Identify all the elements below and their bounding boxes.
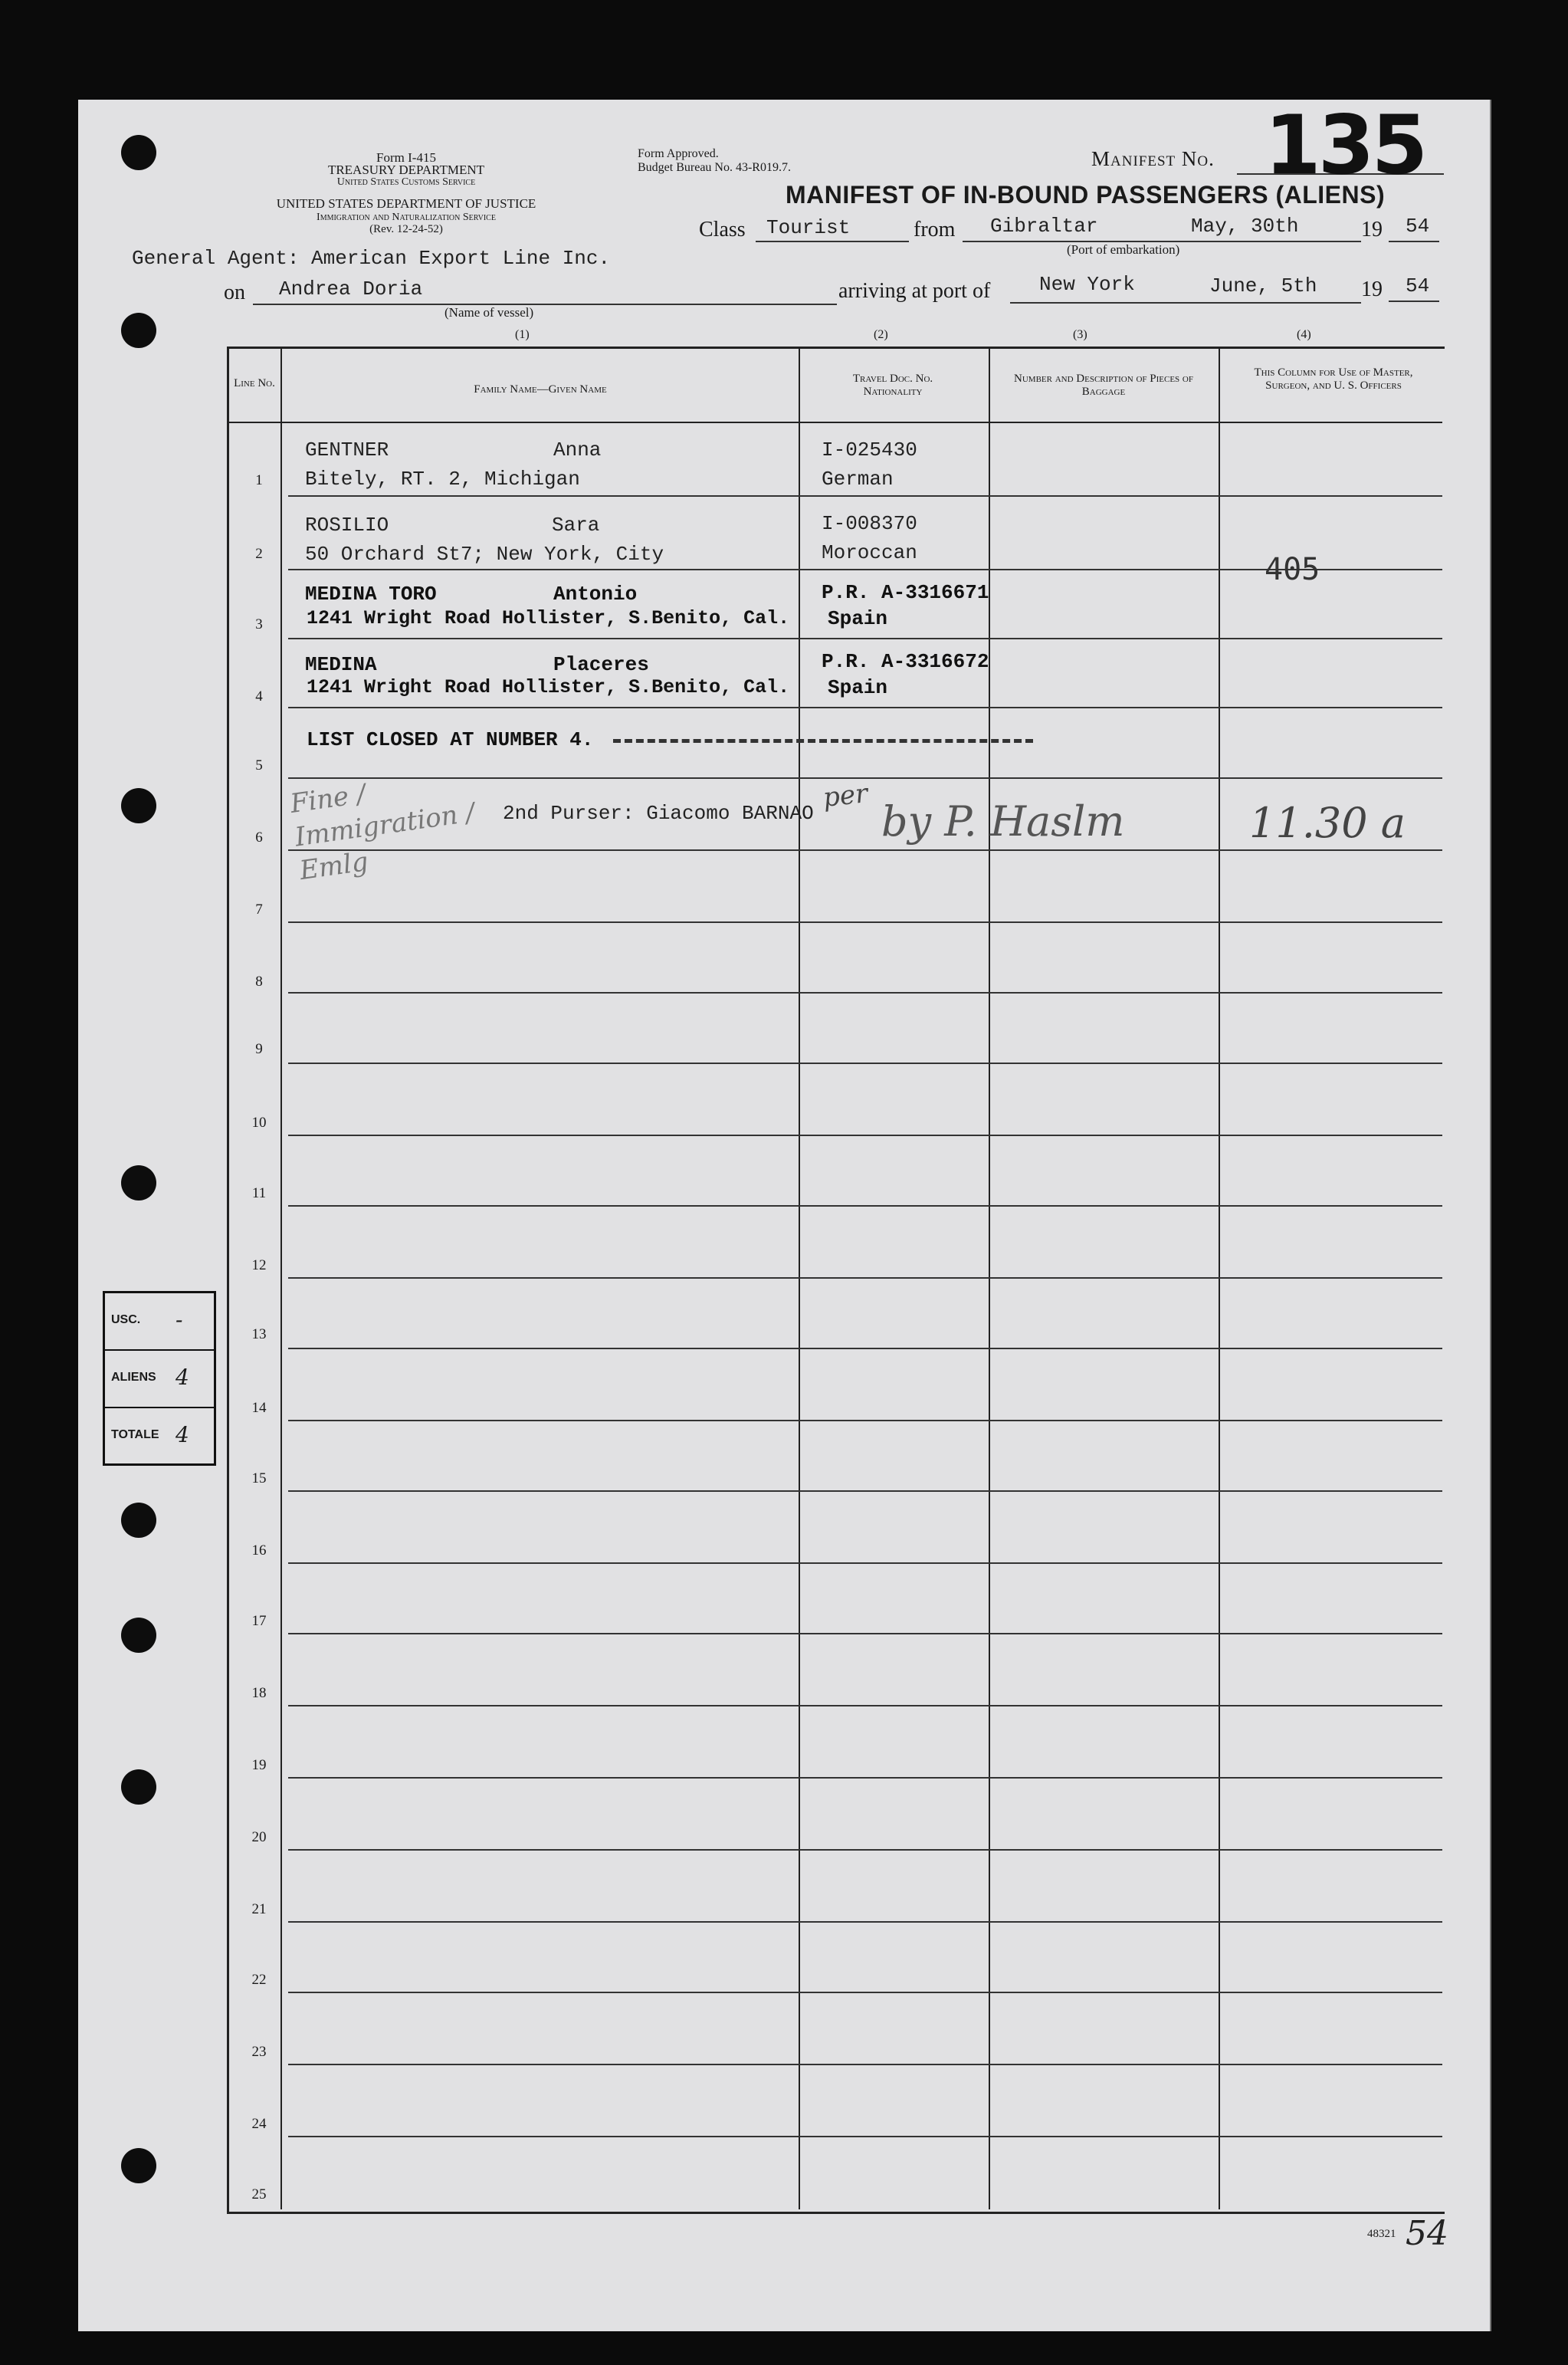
row-rule	[288, 638, 1442, 639]
line-number: 22	[251, 1972, 267, 1988]
line-number: 16	[251, 1542, 267, 1559]
arrival-year: 54	[1406, 274, 1430, 297]
line-number: 11	[251, 1185, 267, 1201]
manifest-number: 135	[1265, 98, 1425, 192]
manifest-label: Manifest No.	[1091, 147, 1215, 170]
passenger-doc-number: P.R. A-3316672	[822, 650, 989, 673]
row-rule	[288, 1490, 1442, 1492]
line-number: 25	[251, 2186, 267, 2202]
departure-year: 54	[1406, 215, 1430, 238]
line-number: 13	[251, 1326, 267, 1342]
passenger-nationality: Spain	[828, 676, 888, 699]
tally-box	[103, 1291, 216, 1466]
line-number: 8	[255, 974, 263, 990]
passenger-family-name: GENTNER	[305, 439, 389, 462]
line-number: 6	[255, 829, 263, 846]
arrival-line	[1010, 302, 1361, 304]
line-number: 18	[251, 1685, 267, 1701]
binder-hole	[121, 2148, 156, 2183]
line-number: 9	[255, 1041, 263, 1057]
arrival-year-prefix: 19	[1361, 278, 1383, 301]
class-label: Class	[699, 218, 746, 241]
passenger-nationality: Spain	[828, 607, 888, 630]
vessel-name: Andrea Doria	[279, 278, 423, 301]
arrival-port: New York	[1039, 273, 1135, 296]
vessel-caption: (Name of vessel)	[444, 305, 534, 320]
passenger-nationality: German	[822, 468, 894, 491]
passenger-doc-number: P.R. A-3316671	[822, 581, 989, 604]
catalog-number: 48321	[1367, 2228, 1396, 2240]
tally-usc-value: -	[175, 1307, 183, 1332]
binder-hole	[121, 1618, 156, 1653]
purser-name: 2nd Purser: Giacomo BARNAO	[503, 802, 814, 825]
line-number: 14	[251, 1400, 267, 1416]
row-rule	[288, 1633, 1442, 1634]
header-name: Family Name—Given Name	[474, 383, 607, 396]
from-value: Gibraltar	[990, 215, 1098, 238]
row-rule	[288, 992, 1442, 994]
form-approved: Form Approved.	[638, 147, 719, 160]
officer-signature: by P. Haslm	[881, 797, 1125, 846]
line-number: 5	[255, 757, 263, 774]
tally-aliens-value: 4	[175, 1365, 189, 1390]
justice-dept: UNITED STATES DEPARTMENT OF JUSTICE	[276, 196, 536, 211]
row-rule	[288, 1277, 1442, 1279]
header-line-no: Line No.	[234, 377, 275, 389]
line-number: 17	[251, 1613, 267, 1629]
header-officers: This Column for Use of Master, Surgeon, and U. S. Officers	[1254, 366, 1413, 392]
passenger-address: 50 Orchard St7; New York, City	[305, 543, 664, 566]
revision-date: (Rev. 12-24-52)	[369, 223, 443, 235]
line-number: 23	[251, 2044, 267, 2060]
passenger-address: 1241 Wright Road Hollister, S.Benito, Cal.	[307, 676, 790, 698]
header-bottom-rule	[227, 422, 1442, 423]
row-rule	[288, 1777, 1442, 1779]
page-title: MANIFEST OF IN-BOUND PASSENGERS (ALIENS)	[786, 181, 1386, 209]
binder-hole	[121, 135, 156, 170]
departure-year-line	[1389, 241, 1439, 242]
officer-note: 405	[1265, 552, 1320, 587]
header-travel-doc: Travel Doc. No. Nationality	[852, 373, 933, 398]
row-rule	[288, 921, 1442, 923]
arriving-label: arriving at port of	[838, 279, 991, 303]
passenger-doc-number: I-025430	[822, 439, 917, 462]
passenger-address: 1241 Wright Road Hollister, S.Benito, Cal.	[307, 607, 790, 629]
passenger-family-name: ROSILIO	[305, 514, 389, 537]
column-number-2: (2)	[874, 328, 888, 341]
row-rule	[288, 1562, 1442, 1564]
passenger-address: Bitely, RT. 2, Michigan	[305, 468, 580, 491]
arrival-year-line	[1389, 301, 1439, 302]
passenger-given-name: Sara	[552, 514, 600, 537]
list-closed-dash-rule	[613, 739, 1033, 743]
passenger-doc-number: I-008370	[822, 512, 917, 535]
vessel-line	[253, 304, 837, 305]
budget-bureau: Budget Bureau No. 43-R019.7.	[638, 161, 791, 174]
row-rule	[288, 1348, 1442, 1349]
arrival-date: June, 5th	[1209, 274, 1317, 297]
passenger-family-name: MEDINA	[305, 653, 377, 676]
line-number: 19	[251, 1757, 267, 1773]
tally-total-label: TOTALE	[111, 1428, 159, 1441]
row-rule	[288, 495, 1442, 497]
departure-date: May, 30th	[1191, 215, 1299, 238]
column-number-3: (3)	[1073, 328, 1087, 341]
line-number: 15	[251, 1470, 267, 1486]
passenger-nationality: Moroccan	[822, 541, 917, 564]
line-number: 7	[255, 902, 263, 918]
line-number: 20	[251, 1829, 267, 1845]
row-rule	[288, 1849, 1442, 1851]
passenger-family-name: MEDINA TORO	[305, 583, 437, 606]
line-number: 1	[255, 472, 263, 488]
tally-total-value: 4	[175, 1422, 189, 1447]
class-value: Tourist	[766, 216, 851, 239]
row-rule	[288, 1705, 1442, 1706]
binder-hole	[121, 1503, 156, 1538]
tally-usc-label: USC.	[111, 1313, 141, 1326]
line-number: 21	[251, 1901, 267, 1917]
row-rule	[288, 1921, 1442, 1923]
row-rule	[288, 1420, 1442, 1421]
margin-handwriting: Fine / Immigration / Emlg	[288, 778, 477, 887]
list-closed-note: LIST CLOSED AT NUMBER 4.	[307, 728, 594, 751]
tally-aliens-label: ALIENS	[111, 1371, 156, 1384]
row-rule	[288, 1205, 1442, 1207]
passenger-given-name: Anna	[553, 439, 602, 462]
class-line	[756, 241, 909, 242]
inspection-time: 11.30 a	[1249, 799, 1406, 847]
line-number: 2	[255, 546, 263, 562]
column-number-4: (4)	[1297, 328, 1311, 341]
officer-initials: per	[822, 778, 870, 813]
column-number-1: (1)	[515, 328, 530, 341]
row-rule	[288, 1135, 1442, 1136]
corner-page-mark: 54	[1406, 2214, 1448, 2253]
tally-usc	[105, 1293, 214, 1351]
row-rule	[288, 1992, 1442, 1993]
form-number: Form I-415	[376, 150, 436, 165]
tally-aliens	[105, 1351, 214, 1408]
line-number: 4	[255, 688, 263, 705]
header-baggage: Number and Description of Pieces of Baggage	[1014, 373, 1193, 398]
line-number: 10	[251, 1115, 267, 1131]
binder-hole	[121, 788, 156, 823]
line-number: 12	[251, 1257, 267, 1273]
binder-hole	[121, 1769, 156, 1805]
ins-service: Immigration and Naturalization Service	[317, 212, 496, 223]
treasury-dept: TREASURY DEPARTMENT	[327, 163, 485, 177]
row-rule	[288, 1063, 1442, 1064]
on-label: on	[224, 281, 245, 304]
passenger-given-name: Antonio	[553, 583, 638, 606]
from-label: from	[914, 218, 956, 241]
general-agent: General Agent: American Export Line Inc.	[132, 247, 611, 270]
line-number: 24	[251, 2116, 267, 2132]
row-rule	[288, 2136, 1442, 2137]
row-rule	[288, 707, 1442, 708]
departure-year-prefix: 19	[1361, 218, 1383, 241]
tally-total	[105, 1408, 214, 1464]
port-caption: (Port of embarkation)	[1067, 242, 1180, 257]
passenger-given-name: Placeres	[553, 653, 649, 676]
binder-hole	[121, 1165, 156, 1201]
binder-hole	[121, 313, 156, 348]
customs-service: United States Customs Service	[336, 176, 476, 188]
line-number: 3	[255, 616, 263, 632]
row-rule	[288, 2064, 1442, 2065]
